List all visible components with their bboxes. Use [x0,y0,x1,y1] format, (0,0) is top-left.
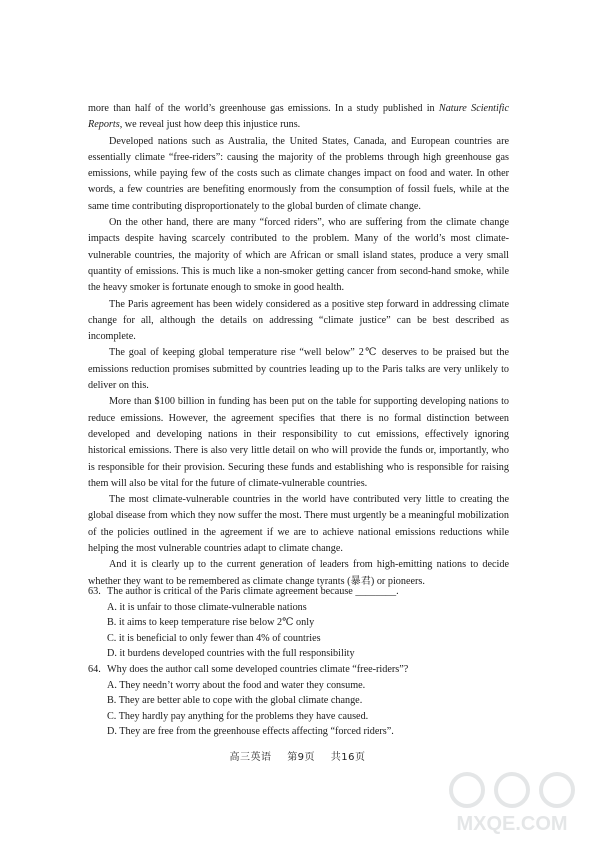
passage [88,101,509,590]
question-63 [88,584,509,662]
footer-subject: 高三英语 [229,752,272,763]
paragraph-3: On the other hand, there are many “forced riders”, who are suffering from the climate change impacts despite having scarcely contributed to the problem. Many of the world’s most climate-vulnerable countries, the majority of which are African or small island states, produce a very small quantity of emissions. This is much like a non-smoker getting cancer from second-hand smoke, while the heavy smoker is fortunate enough to smoke in good health. [88,217,509,294]
footer-page: 第9页 [287,752,316,763]
question-number: 63. [88,586,101,597]
question-text: Why does the author call some developed countries climate “free-riders”? [107,663,409,675]
question-64 [88,662,509,740]
question-stem [88,584,509,600]
paragraph-8: And it is clearly up to the current generation of leaders from high-emitting nations to decide whether they want to be remembered as climate change tyrants (暴君) or pioneers. [88,559,509,587]
option-a: A. it is unfair to those climate-vulnerable nations [107,601,307,613]
paragraph-5: The goal of keeping global temperature rise “well below” 2℃ deserves to be praised but the emissions reduction promises submitted by countries leading up to the Paris talks are very unlikely to deliver on this. [88,347,509,392]
footer-total: 共16页 [330,752,366,763]
paragraph-1-text-a: more than half of the world’s greenhouse gas emissions. In a study published in [88,103,439,114]
question-number: 64. [88,663,101,675]
paragraph-2: Developed nations such as Australia, the United States, Canada, and European countries are essentially climate “free-riders”: causing the majority of the problems through high greenhouse gas emissions, while paying few of the costs such as climate changes impact on food and water. In other words, a few countries are benefiting enormously from the consumption of fossil fuels, while at the same time contributing disproportionately to the global burden of climate change. [88,135,509,212]
option-c: C. They hardly pay anything for the problems they have caused. [107,710,369,722]
paragraph-1-text-b: , we reveal just how deep this injustice runs. [119,119,301,131]
option-d: D. it burdens developed countries with the full responsibility [107,648,355,660]
option-a: A. They needn’t worry about the food and water they consume. [107,679,366,691]
journal-title: Nature Scientific Reports [88,103,510,131]
option-d: D. They are free from the greenhouse effects affecting “forced riders”. [107,726,394,738]
option-b: B. They are better able to cope with the global climate change. [107,695,363,707]
option-b: B. it aims to keep temperature rise below 2℃ only [107,617,315,629]
question-stem [88,662,509,678]
paragraph-6: More than $100 billion in funding has been put on the table for supporting developing nations to reduce emissions. However, the agreement specifies that there is no formal distinction between developed and developing nations in their responsibility to cut emissions, effectively ignoring historical emissions. There is also very little detail on who will provide the funds or, importantly, who is responsible for their provision. Securing these funds and establishing who is responsible for raising them will also be vital for the future of climate-vulnerable countries. [88,396,509,489]
paragraph-4: The Paris agreement has been widely considered as a positive step forward in addressing climate change for all, although the details on addressing “climate justice” can be best described as incomplete. [88,298,509,343]
paragraph-1 [88,101,509,134]
paragraph-7: The most climate-vulnerable countries in the world have contributed very little to creating the global disease from which they now suffer the most. There must urgently be a meaningful mobilization of the policies outlined in the agreement if we are to achieve national emissions reductions while helping the most vulnerable countries adapt to climate change. [88,494,509,555]
questions [88,584,509,740]
question-text: The author is critical of the Paris climate agreement because ________. [107,586,399,597]
page-footer [0,748,595,763]
watermark-text: MXQE.COM [456,813,568,835]
watermark-logo [437,768,587,838]
option-c: C. it is beneficial to only fewer than 4% of countries [107,632,321,644]
